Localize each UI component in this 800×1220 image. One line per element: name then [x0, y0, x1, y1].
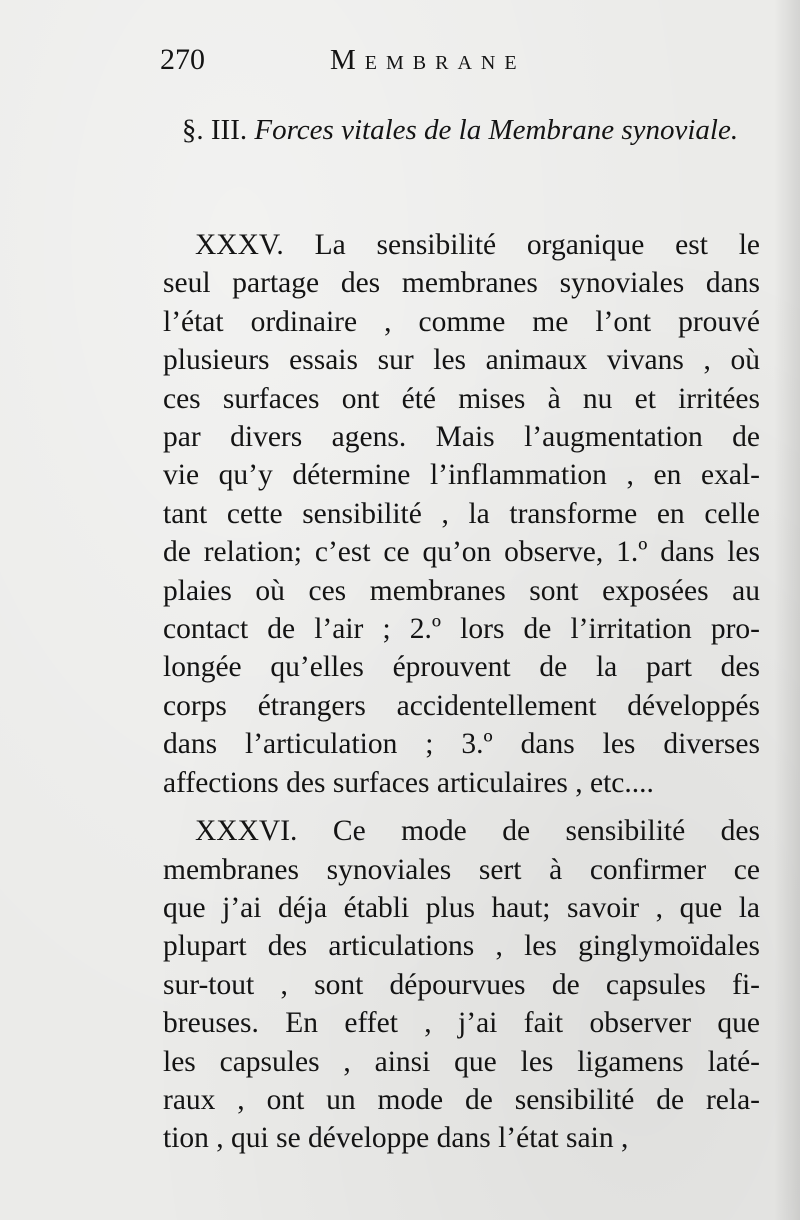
text-line	[163, 572, 760, 610]
paragraph	[163, 226, 760, 802]
section-number: §. III.	[181, 114, 248, 146]
text-line	[163, 812, 760, 850]
text-line	[163, 303, 760, 341]
text-line	[163, 226, 760, 264]
line-text: que j’ai déja établi plus haut; savoir , que la	[163, 891, 760, 924]
line-text: raux , ont un mode de sensibilité de rela-	[163, 1083, 760, 1116]
line-text: Ce mode de sensibilité des	[332, 815, 760, 848]
text-line	[163, 1043, 760, 1081]
text-line	[163, 264, 760, 302]
text-line	[163, 1004, 760, 1042]
line-text: plusieurs essais sur les animaux vivans , où	[163, 344, 760, 377]
text-line	[163, 725, 760, 763]
body-text	[163, 226, 760, 1158]
text-line	[163, 380, 760, 418]
text-line	[163, 687, 760, 725]
line-text: membranes synoviales sert à confirmer ce	[163, 853, 760, 886]
line-text: tant cette sensibilité , la transforme en celle	[163, 497, 760, 530]
running-title: Membrane	[330, 44, 526, 76]
line-text: affections des surfaces articulaires , etc....	[163, 766, 654, 799]
text-line	[163, 1081, 760, 1119]
text-line	[163, 495, 760, 533]
line-text: l’état ordinaire , comme me l’ont prouvé	[163, 305, 760, 338]
line-text: sur-tout , sont dépourvues de capsules fi-	[163, 968, 760, 1001]
line-text: longée qu’elles éprouvent de la part des	[163, 651, 760, 684]
section-heading	[160, 112, 760, 148]
text-line	[163, 456, 760, 494]
text-line	[163, 764, 760, 802]
line-text: La sensibilité organique est le	[314, 229, 760, 261]
text-line	[163, 418, 760, 456]
text-line	[163, 927, 760, 965]
text-line	[163, 1119, 760, 1157]
line-text: les capsules , ainsi que les ligamens laté-	[163, 1045, 760, 1078]
line-text: breuses. En effet , j’ai fait observer que	[163, 1007, 760, 1040]
text-line	[163, 889, 760, 927]
line-text: ces surfaces ont été mises à nu et irritées	[163, 382, 760, 415]
paragraph-marker: XXXVI.	[195, 815, 298, 848]
text-line	[163, 341, 760, 379]
line-text: tion , qui se développe dans l’état sain ,	[163, 1122, 629, 1155]
page-number: 270	[160, 43, 205, 76]
line-text: dans l’articulation ; 3.º dans les diverses	[163, 728, 760, 761]
text-line	[163, 533, 760, 571]
running-head	[160, 40, 610, 80]
line-text: plupart des articulations , les ginglymoïdales	[163, 930, 760, 963]
line-text: par divers agens. Mais l’augmentation de	[163, 421, 760, 454]
paragraph-marker: XXXV.	[195, 229, 284, 261]
text-line	[163, 648, 760, 686]
page-edge-shadow	[774, 0, 800, 1220]
text-line	[163, 851, 760, 889]
line-text: de relation; c’est ce qu’on observe, 1.º dans les	[163, 536, 760, 569]
line-text: seul partage des membranes synoviales dans	[163, 267, 760, 300]
text-line	[163, 966, 760, 1004]
section-title: Forces vitales de la Membrane synoviale.	[254, 114, 739, 146]
line-text: vie qu’y détermine l’inflammation , en exal-	[163, 459, 760, 492]
text-line	[163, 610, 760, 648]
line-text: corps étrangers accidentellement développés	[163, 689, 760, 722]
line-text: plaies où ces membranes sont exposées au	[163, 574, 760, 607]
paragraph	[163, 812, 760, 1158]
line-text: contact de l’air ; 2.º lors de l’irritation pro-	[163, 613, 760, 646]
